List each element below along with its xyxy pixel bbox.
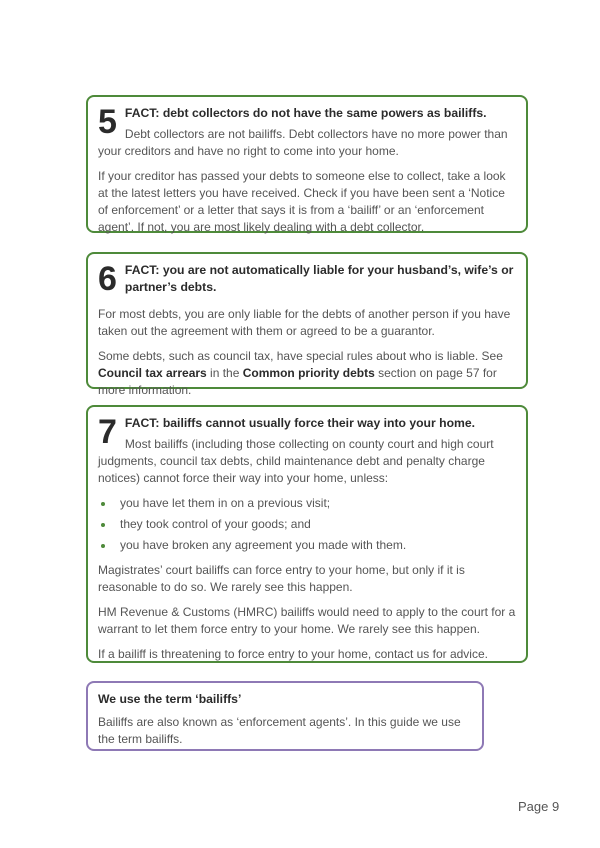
fact-5-box <box>86 95 528 233</box>
note-box <box>86 681 484 751</box>
fact-paragraph: If a bailiff is threatening to force entry to your home, contact us for advice. <box>98 647 488 661</box>
fact-paragraph: Most bailiffs (including those collecting on county court and high court judgments, council tax debts, child maintenance debt and penalty charge notices) cannot force their way into your home, unless: <box>98 437 494 485</box>
fact-paragraph: Some debts, such as council tax, have special rules about who is liable. See Council tax arrears in the Common priority debts section on page 57 for more information. <box>98 349 503 397</box>
list-item: you have let them in on a previous visit; <box>98 495 516 512</box>
fact-paragraph: Debt collectors are not bailiffs. Debt collectors have no more power than your creditors and have no right to come into your home. <box>98 127 508 158</box>
list-item: you have broken any agreement you made with them. <box>98 537 516 554</box>
fact-paragraph: For most debts, you are only liable for the debts of another person if you have taken out the agreement with them or agreed to be a guarantor. <box>98 307 511 338</box>
fact-6-box <box>86 252 528 397</box>
fact-paragraph: Magistrates’ court bailiffs can force entry to your home, but only if it is reasonable to do so. We rarely see this happen. <box>98 563 465 594</box>
fact-paragraph: HM Revenue & Customs (HMRC) bailiffs would need to apply to the court for a warrant to let them force entry to your home. We rarely see this happen. <box>98 605 516 636</box>
note-text: Bailiffs are also known as ‘enforcement agents’. In this guide we use the term bailiffs. <box>98 715 461 746</box>
fact-7-box <box>86 405 528 663</box>
note-title: We use the term ‘bailiffs’ <box>98 692 242 706</box>
fact-title: FACT: bailiffs cannot usually force their way into your home. <box>124 416 476 430</box>
link-common-priority-debts: Common priority debts <box>242 366 375 380</box>
fact-number: 5 <box>98 103 117 141</box>
link-council-tax-arrears: Council tax arrears <box>98 366 207 380</box>
list-item: they took control of your goods; and <box>98 516 516 533</box>
fact-paragraph: If your creditor has passed your debts to someone else to collect, take a look at the latest letters you have received. Check if you have been sent a ‘Notice of enforcement’ or a letter that says it is from a ‘bailiff’ or an ‘enforcement agent’. If not, you are most likely dealing with a debt collector. <box>98 169 506 234</box>
bullet-list <box>98 495 516 554</box>
fact-title: FACT: you are not automatically liable for your husband’s, wife’s or partner’s debts. <box>124 263 514 294</box>
fact-title: FACT: debt collectors do not have the same powers as bailiffs. <box>124 106 487 120</box>
fact-number: 6 <box>98 260 117 298</box>
fact-number: 7 <box>98 413 117 451</box>
page-number: Page 9 <box>518 799 560 814</box>
